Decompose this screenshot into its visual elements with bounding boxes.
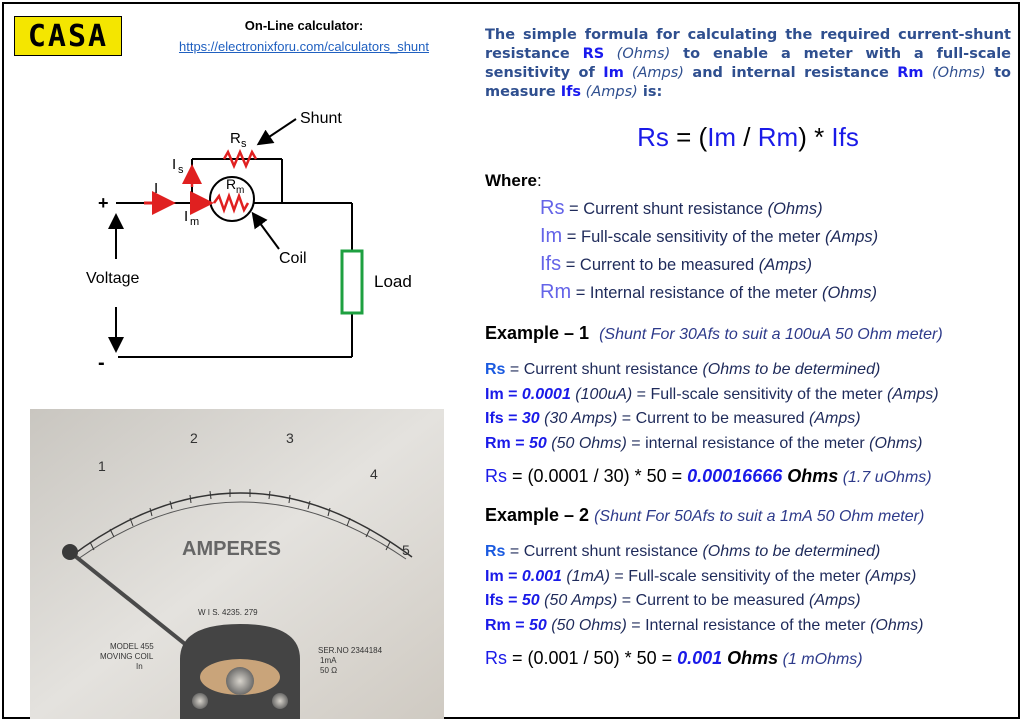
ex2-rm-line: Rm = 50 (50 Ohms) = Internal resistance of the meter (Ohms) <box>485 616 924 634</box>
calculator-label: On-Line calculator: <box>244 18 364 33</box>
example-2-result: Rs = (0.001 / 50) * 50 = 0.001 Ohms (1 mOhms) <box>485 648 863 668</box>
scale-1: 1 <box>98 458 106 474</box>
is-sub-label: s <box>178 164 184 176</box>
scale-2: 2 <box>190 430 198 446</box>
example-2-lines <box>485 540 1011 638</box>
main-formula: Rs = (Im / Rm) * Ifs <box>637 122 859 152</box>
casa-logo <box>14 16 122 56</box>
definitions-list <box>540 195 1011 307</box>
minus-label: - <box>98 352 105 374</box>
scale-5: 5 <box>402 542 410 558</box>
ex1-rs-line: Rs = Current shunt resistance (Ohms to be determined) <box>485 361 881 378</box>
example-2-title: Example – 2 (Shunt For 50Afs to suit a 1mA 50 Ohm meter) <box>485 505 925 525</box>
rs-sub-label: s <box>241 138 247 150</box>
shunt-pointer <box>260 119 296 143</box>
scale-4: 4 <box>370 466 378 482</box>
where-heading: Where: <box>485 171 542 190</box>
meter-model-2: MOVING COIL <box>100 652 154 661</box>
definition-rs: Rs = Current shunt resistance (Ohms) <box>540 197 823 219</box>
rm-sub-label: m <box>236 185 245 196</box>
meter-ser-3: 50 Ω <box>320 666 338 675</box>
ex1-ifs-line: Ifs = 30 (30 Amps) = Current to be measured (Amps) <box>485 410 861 427</box>
definition-im: Im = Full-scale sensitivity of the meter (Amps) <box>540 225 879 247</box>
im-sub-label: m <box>190 216 200 228</box>
ex1-im-line: Im = 0.0001 (100uA) = Full-scale sensitivity of the meter (Amps) <box>485 385 939 403</box>
ex2-rs-line: Rs = Current shunt resistance (Ohms to be determined) <box>485 543 881 560</box>
analog-ammeter <box>30 409 444 719</box>
meter-model-3: In <box>136 662 143 671</box>
meter-ser-2: 1mA <box>320 656 337 665</box>
is-label: I <box>172 156 177 173</box>
plus-label: + <box>98 193 109 213</box>
shunt-label: Shunt <box>300 110 342 127</box>
formula-section <box>485 26 1011 669</box>
shunt-circuit-diagram <box>74 99 444 389</box>
i-label: I <box>154 180 159 197</box>
load-resistor <box>342 251 362 313</box>
example-1-lines <box>485 358 1011 456</box>
meter-ser-1: SER.NO 2344184 <box>318 646 383 655</box>
needle-tip <box>62 544 78 560</box>
voltage-label: Voltage <box>86 270 140 287</box>
meter-amperes-label: AMPERES <box>182 538 281 560</box>
definition-rm: Rm = Internal resistance of the meter (Ohms) <box>540 281 877 303</box>
load-label: Load <box>374 272 412 291</box>
ex1-rm-line: Rm = 50 (50 Ohms) = internal resistance of the meter (Ohms) <box>485 434 923 452</box>
rs-label: R <box>230 130 241 147</box>
definition-ifs: Ifs = Current to be measured (Amps) <box>540 253 812 275</box>
intro-paragraph: The simple formula for calculating the required current-shunt resistance RS (Ohms) to enable a meter with a full-scale sensitivity of Im (Amps) and internal resistance Rm (Ohms) to measure Ifs (Amps) is: <box>485 27 1012 100</box>
coil-label: Coil <box>279 250 307 267</box>
page-frame <box>2 2 1020 719</box>
calculator-link[interactable]: https://electronixforu.com/calculators_shunt <box>178 39 429 54</box>
meter-model-1: MODEL 455 <box>110 642 154 651</box>
scale-3: 3 <box>286 430 294 446</box>
rm-label: R <box>226 176 237 192</box>
ex2-im-line: Im = 0.001 (1mA) = Full-scale sensitivity of the meter (Amps) <box>485 567 917 585</box>
example-1-title: Example – 1 (Shunt For 30Afs to suit a 100uA 50 Ohm meter) <box>485 323 943 343</box>
example-1-result: Rs = (0.0001 / 30) * 50 = 0.00016666 Ohms (1.7 uOhms) <box>485 466 932 486</box>
im-label: I <box>184 208 189 225</box>
meter-screw-left <box>192 693 208 709</box>
logo-text: CASA <box>27 18 109 54</box>
meter-serial-left: W I S. 4235. 279 <box>198 608 258 617</box>
meter-screw-right <box>272 693 288 709</box>
ex2-ifs-line: Ifs = 50 (50 Amps) = Current to be measured (Amps) <box>485 592 861 609</box>
meter-pivot-knob <box>226 667 254 695</box>
coil-pointer <box>254 215 279 249</box>
